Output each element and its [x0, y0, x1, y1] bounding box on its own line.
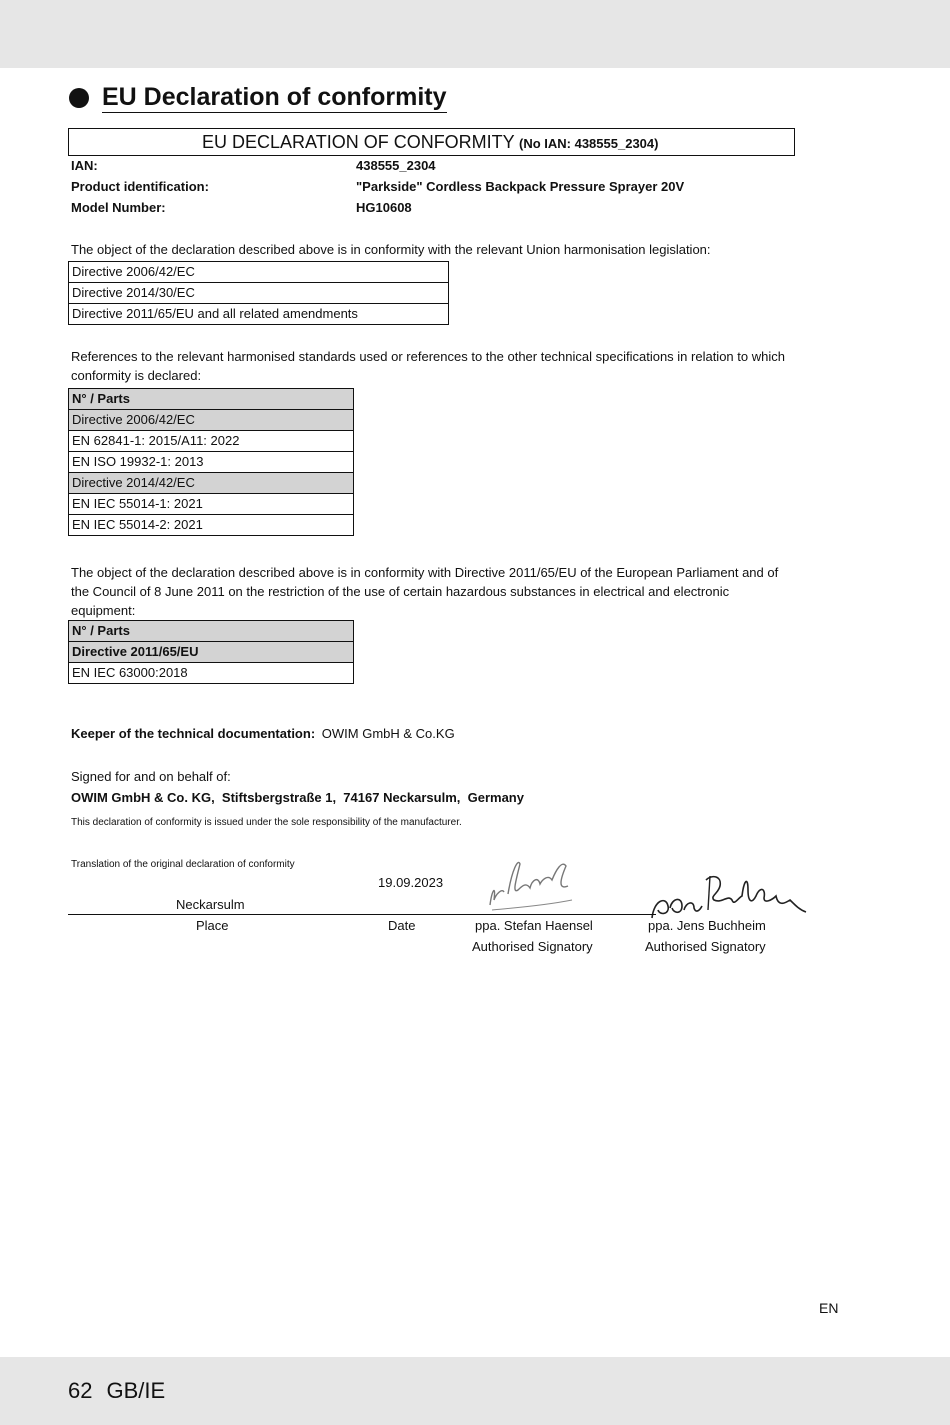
keeper-value: OWIM GmbH & Co.KG — [321, 726, 455, 741]
directive-cell: Directive 2011/65/EU and all related amendments — [69, 304, 449, 325]
signatory-role-2: Authorised Signatory — [645, 939, 766, 954]
standards-cell: EN IEC 55014-2: 2021 — [69, 515, 354, 536]
field-label-model: Model Number: — [71, 200, 166, 215]
table-row — [69, 494, 354, 515]
standards-cell: EN ISO 19932-1: 2013 — [69, 452, 354, 473]
place-caption: Place — [196, 918, 229, 933]
standards-cell: Directive 2006/42/EC — [69, 410, 354, 431]
standards-header-cell: N° / Parts — [69, 389, 354, 410]
responsibility-note: This declaration of conformity is issued under the sole responsibility of the manufacturer. — [71, 817, 462, 828]
table-row — [69, 410, 354, 431]
title-box — [68, 128, 795, 156]
signatory-name-2: ppa. Jens Buchheim — [648, 918, 766, 933]
translation-note: Translation of the original declaration of conformity — [71, 859, 295, 870]
date-caption: Date — [388, 918, 416, 933]
signatory-role-1: Authorised Signatory — [472, 939, 593, 954]
standards-cell: Directive 2014/42/EC — [69, 473, 354, 494]
table-row — [69, 621, 354, 642]
table-row — [69, 283, 449, 304]
table-row — [69, 663, 354, 684]
directive-cell: Directive 2006/42/EC — [69, 262, 449, 283]
table-row — [69, 452, 354, 473]
rohs-cell: Directive 2011/65/EU — [69, 642, 354, 663]
table-row — [69, 304, 449, 325]
signatory-name-1: ppa. Stefan Haensel — [475, 918, 593, 933]
field-value-product: "Parkside" Cordless Backpack Pressure Sprayer 20V — [356, 179, 685, 194]
standards-cell: EN 62841-1: 2015/A11: 2022 — [69, 431, 354, 452]
bullet-icon — [69, 88, 89, 108]
title-sub: (No IAN: 438555_2304) — [519, 136, 659, 151]
standards-cell: EN IEC 55014-1: 2021 — [69, 494, 354, 515]
field-label-ian: IAN: — [71, 158, 98, 173]
table-row — [69, 389, 354, 410]
rohs-table — [68, 620, 354, 684]
standards-table — [68, 388, 354, 536]
rohs-header-cell: N° / Parts — [69, 621, 354, 642]
language-tag: EN — [819, 1300, 839, 1316]
table-row — [69, 431, 354, 452]
field-value-ian: 438555_2304 — [356, 158, 436, 173]
field-value-model: HG10608 — [356, 200, 412, 215]
region-label: GB/IE — [106, 1378, 166, 1403]
standards-paragraph: References to the relevant harmonised standards used or references to the other technical specifications in relation to which conformity is declared: — [71, 349, 785, 383]
company-address: OWIM GmbH & Co. KG, Stiftsbergstraße 1, 74167 Neckarsulm, Germany — [71, 790, 524, 805]
place-value: Neckarsulm — [176, 897, 245, 912]
directives-table — [68, 261, 449, 325]
keeper-label: Keeper of the technical documentation: — [71, 726, 316, 741]
directive-cell: Directive 2014/30/EC — [69, 283, 449, 304]
page-heading: EU Declaration of conformity — [102, 83, 447, 111]
title-main: EU DECLARATION OF CONFORMITY — [202, 132, 515, 152]
keeper-line — [71, 726, 455, 742]
conformity-paragraph-1: The object of the declaration described above is in conformity with the relevant Union harmonisation legislation: — [71, 242, 711, 257]
table-row — [69, 642, 354, 663]
table-row — [69, 473, 354, 494]
page-number: 62 — [68, 1378, 93, 1403]
table-row — [69, 262, 449, 283]
page-footer — [68, 1378, 179, 1404]
top-band — [0, 0, 950, 68]
signature-haensel — [482, 850, 582, 918]
rohs-cell: EN IEC 63000:2018 — [69, 663, 354, 684]
date-value: 19.09.2023 — [378, 875, 444, 890]
signature-line — [68, 914, 656, 915]
signed-for-label: Signed for and on behalf of: — [71, 769, 231, 784]
rohs-paragraph: The object of the declaration described above is in conformity with Directive 2011/65/EU of the European Parliament and of the Council of 8 June 2011 on the restriction of the use of certain hazardous substances in electrical and electronic equipment: — [71, 565, 779, 618]
field-label-product: Product identification: — [71, 179, 209, 194]
table-row — [69, 515, 354, 536]
